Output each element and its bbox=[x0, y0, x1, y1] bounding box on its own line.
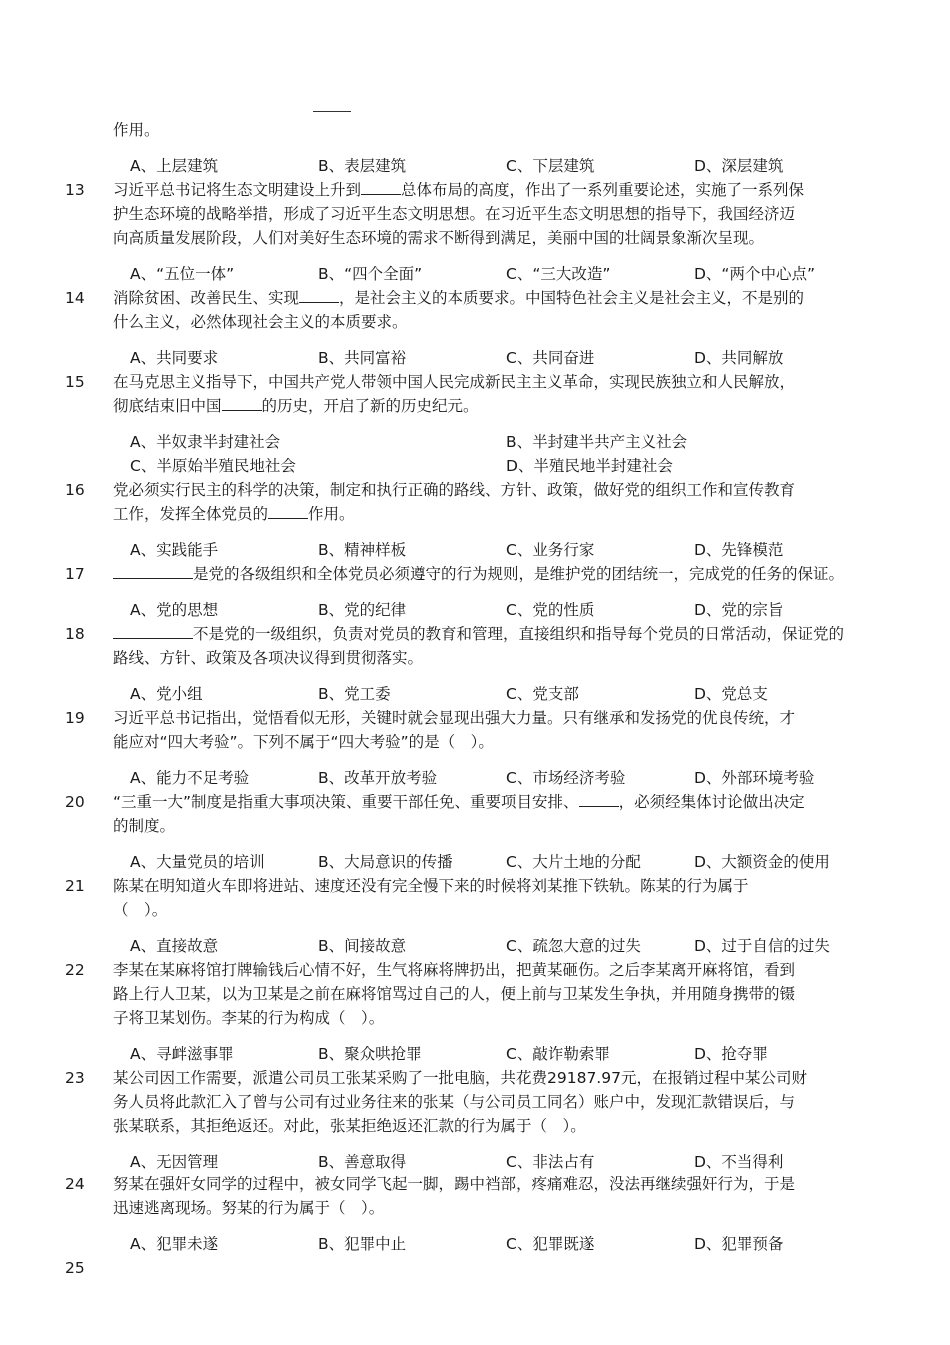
question-number: 16 bbox=[65, 481, 85, 499]
option-c: C、共同奋进 bbox=[506, 349, 595, 367]
option-d: D、共同解放 bbox=[694, 349, 784, 367]
question-text: 子将卫某划伤。李某的行为构成（ ）。 bbox=[113, 1009, 385, 1027]
question-text: 习近平总书记将生态文明建设上升到 bbox=[113, 181, 362, 199]
question-number: 23 bbox=[65, 1069, 85, 1087]
question-text-line bbox=[113, 982, 858, 1006]
option-c: C、“三大改造” bbox=[506, 265, 611, 283]
question-number: 18 bbox=[65, 625, 85, 643]
option-a: A、直接故意 bbox=[130, 937, 219, 955]
option-c: C、敲诈勒索罪 bbox=[506, 1045, 610, 1063]
question-text-line bbox=[113, 310, 858, 334]
question-text: 路上行人卫某，以为卫某是之前在麻将馆骂过自己的人，便上前与卫某发生争执，并用随身携带的镊 bbox=[113, 985, 796, 1003]
option-c: C、党支部 bbox=[506, 685, 579, 703]
option-a: A、无因管理 bbox=[130, 1153, 219, 1171]
question-text: 迅速逃离现场。努某的行为属于（ ）。 bbox=[113, 1199, 385, 1217]
question-text: 什么主义，必然体现社会主义的本质要求。 bbox=[113, 313, 408, 331]
question-text-line bbox=[113, 898, 858, 922]
option-b: B、间接故意 bbox=[318, 937, 407, 955]
fill-blank bbox=[113, 563, 153, 579]
option-c: C、下层建筑 bbox=[506, 157, 595, 175]
question-text-line bbox=[113, 790, 858, 814]
option-b: B、共同富裕 bbox=[318, 349, 407, 367]
option-d: D、先锋模范 bbox=[694, 541, 784, 559]
question-text-line bbox=[113, 178, 858, 202]
option-a: A、“五位一体” bbox=[130, 265, 235, 283]
question-text-line bbox=[113, 502, 858, 526]
question-text-line bbox=[113, 286, 858, 310]
question-text: 努某在强奸女同学的过程中，被女同学飞起一脚，踢中裆部，疼痛难忍，没法再继续强奸行为，于是 bbox=[113, 1175, 796, 1193]
question-text-line bbox=[113, 958, 858, 982]
question-text-line bbox=[113, 1066, 858, 1090]
prev-question-tail: 作用。 bbox=[113, 121, 160, 139]
question-text: 作用。 bbox=[308, 505, 355, 523]
question-text: “三重一大”制度是指重大事项决策、重要干部任免、重要项目安排、 bbox=[113, 793, 579, 811]
option-b: B、大局意识的传播 bbox=[318, 853, 453, 871]
question-text: 张某联系，其拒绝返还。对此，张某拒绝返还汇款的行为属于（ ）。 bbox=[113, 1117, 586, 1135]
fill-blank bbox=[153, 623, 193, 639]
question-text: 在马克思主义指导下，中国共产党人带领中国人民完成新民主主义革命，实现民族独立和人民解放， bbox=[113, 373, 796, 391]
question-text: 总体布局的高度，作出了一系列重要论述，实施了一系列保 bbox=[401, 181, 805, 199]
option-a: A、半奴隶半封建社会 bbox=[130, 433, 281, 451]
question-text: ，是社会主义的本质要求。中国特色社会主义是社会主义，不是别的 bbox=[339, 289, 805, 307]
question-text-line bbox=[113, 1196, 858, 1220]
fill-blank bbox=[222, 395, 262, 411]
question-text-line bbox=[113, 394, 858, 418]
question-text: 党必须实行民主的科学的决策，制定和执行正确的路线、方针、政策，做好党的组织工作和宣传教育 bbox=[113, 481, 796, 499]
question-text: 的制度。 bbox=[113, 817, 176, 835]
question-text: 消除贫困、改善民生、实现 bbox=[113, 289, 300, 307]
option-d: D、犯罪预备 bbox=[694, 1235, 784, 1253]
option-a: A、共同要求 bbox=[130, 349, 219, 367]
option-d: D、“两个中心点” bbox=[694, 265, 815, 283]
option-c: C、半原始半殖民地社会 bbox=[130, 457, 296, 475]
option-d: D、深层建筑 bbox=[694, 157, 784, 175]
option-b: B、党工委 bbox=[318, 685, 391, 703]
question-text: 能应对“四大考验”。下列不属于“四大考验”的是（ ）。 bbox=[113, 733, 494, 751]
question-text: 陈某在明知道火车即将进站、速度还没有完全慢下来的时候将刘某推下铁轨。陈某的行为属于 bbox=[113, 877, 749, 895]
question-text-line bbox=[113, 478, 858, 502]
option-a: A、党的思想 bbox=[130, 601, 219, 619]
fill-blank bbox=[268, 503, 308, 519]
option-c: C、党的性质 bbox=[506, 601, 595, 619]
question-text-line bbox=[113, 646, 858, 670]
option-a: A、上层建筑 bbox=[130, 157, 219, 175]
option-b: B、犯罪中止 bbox=[318, 1235, 407, 1253]
question-number: 14 bbox=[65, 289, 85, 307]
question-number: 21 bbox=[65, 877, 85, 895]
question-number: 13 bbox=[65, 181, 85, 199]
question-text: 路线、方针、政策及各项决议得到贯彻落实。 bbox=[113, 649, 424, 667]
question-text-line bbox=[113, 226, 858, 250]
option-d: D、大额资金的使用 bbox=[694, 853, 830, 871]
question-text-line bbox=[113, 202, 858, 226]
fill-blank bbox=[153, 563, 193, 579]
option-a: A、能力不足考验 bbox=[130, 769, 250, 787]
option-d: D、不当得利 bbox=[694, 1153, 784, 1171]
question-text: 向高质量发展阶段，人们对美好生态环境的需求不断得到满足，美丽中国的壮阔景象渐次呈现。 bbox=[113, 229, 765, 247]
fill-blank bbox=[361, 179, 401, 195]
option-b: B、表层建筑 bbox=[318, 157, 407, 175]
question-text-line bbox=[113, 1090, 858, 1114]
question-text-line bbox=[113, 730, 858, 754]
question-text: 不是党的一级组织，负责对党员的教育和管理，直接组织和指导每个党员的日常活动，保证党的 bbox=[193, 625, 845, 643]
option-d: D、过于自信的过失 bbox=[694, 937, 830, 955]
question-text: 习近平总书记指出，觉悟看似无形，关键时就会显现出强大力量。只有继承和发扬党的优良传统，才 bbox=[113, 709, 796, 727]
question-text-line bbox=[113, 1006, 858, 1030]
option-a: A、党小组 bbox=[130, 685, 203, 703]
question-text-line bbox=[113, 1172, 858, 1196]
fill-blank bbox=[299, 287, 339, 303]
question-text: 是党的各级组织和全体党员必须遵守的行为规则，是维护党的团结统一，完成党的任务的保证。 bbox=[193, 565, 845, 583]
question-text: 某公司因工作需要，派遣公司员工张某采购了一批电脑，共花费29187.97元，在报销过程中某公司财 bbox=[113, 1069, 807, 1087]
option-d: D、半殖民地半封建社会 bbox=[506, 457, 673, 475]
question-text-line bbox=[113, 562, 858, 586]
question-text-line bbox=[113, 622, 858, 646]
option-c: C、市场经济考验 bbox=[506, 769, 626, 787]
option-a: A、实践能手 bbox=[130, 541, 219, 559]
question-text-line bbox=[113, 814, 858, 838]
question-text: 的历史，开启了新的历史纪元。 bbox=[261, 397, 479, 415]
option-b: B、善意取得 bbox=[318, 1153, 407, 1171]
fill-blank bbox=[313, 111, 351, 112]
question-text: 彻底结束旧中国 bbox=[113, 397, 222, 415]
option-b: B、“四个全面” bbox=[318, 265, 423, 283]
question-number: 22 bbox=[65, 961, 85, 979]
fill-blank bbox=[579, 791, 619, 807]
question-text-line bbox=[113, 874, 858, 898]
option-c: C、大片土地的分配 bbox=[506, 853, 641, 871]
question-text: ，必须经集体讨论做出决定 bbox=[618, 793, 805, 811]
option-b: B、聚众哄抢罪 bbox=[318, 1045, 422, 1063]
question-text: 工作，发挥全体党员的 bbox=[113, 505, 269, 523]
option-c: C、业务行家 bbox=[506, 541, 595, 559]
question-number: 25 bbox=[65, 1259, 85, 1277]
question-number: 15 bbox=[65, 373, 85, 391]
question-text: 护生态环境的战略举措，形成了习近平生态文明思想。在习近平生态文明思想的指导下，我国经济迈 bbox=[113, 205, 796, 223]
question-number: 20 bbox=[65, 793, 85, 811]
option-c: C、疏忽大意的过失 bbox=[506, 937, 641, 955]
option-c: C、犯罪既遂 bbox=[506, 1235, 595, 1253]
option-b: B、党的纪律 bbox=[318, 601, 407, 619]
question-text: 务人员将此款汇入了曾与公司有过业务往来的张某（与公司员工同名）账户中，发现汇款错误后，与 bbox=[113, 1093, 796, 1111]
option-d: D、党的宗旨 bbox=[694, 601, 784, 619]
question-text-line bbox=[113, 706, 858, 730]
question-text-line bbox=[113, 1114, 858, 1138]
option-a: A、犯罪未遂 bbox=[130, 1235, 219, 1253]
question-text: （ ）。 bbox=[113, 901, 168, 919]
option-d: D、外部环境考验 bbox=[694, 769, 815, 787]
option-a: A、寻衅滋事罪 bbox=[130, 1045, 234, 1063]
option-d: D、党总支 bbox=[694, 685, 768, 703]
option-b: B、改革开放考验 bbox=[318, 769, 438, 787]
option-c: C、非法占有 bbox=[506, 1153, 595, 1171]
option-a: A、大量党员的培训 bbox=[130, 853, 265, 871]
question-number: 19 bbox=[65, 709, 85, 727]
question-number: 17 bbox=[65, 565, 85, 583]
option-d: D、抢夺罪 bbox=[694, 1045, 768, 1063]
option-b: B、精神样板 bbox=[318, 541, 407, 559]
question-number: 24 bbox=[65, 1175, 85, 1193]
fill-blank bbox=[113, 623, 153, 639]
question-text: 李某在某麻将馆打牌输钱后心情不好，生气将麻将牌扔出，把黄某砸伤。之后李某离开麻将馆，看到 bbox=[113, 961, 796, 979]
option-b: B、半封建半共产主义社会 bbox=[506, 433, 688, 451]
question-text-line bbox=[113, 370, 858, 394]
